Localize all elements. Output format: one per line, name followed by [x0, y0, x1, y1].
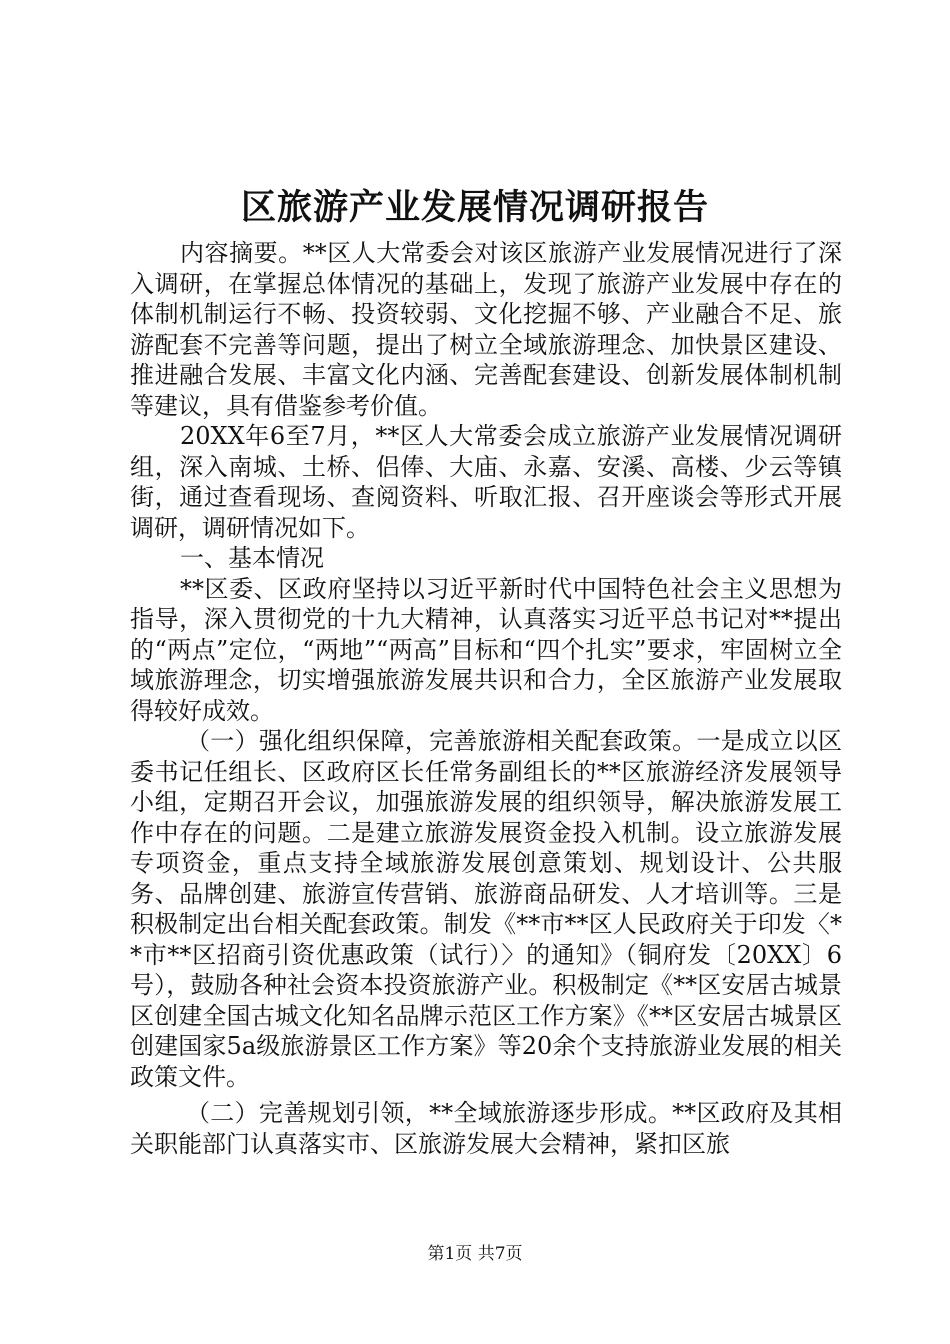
page-number: 第1页 共7页	[427, 1244, 523, 1264]
document-body	[130, 238, 842, 1159]
abstract-paragraph: 内容摘要。**区人大常委会对该区旅游产业发展情况进行了深入调研，在掌握总体情况的基础上，发现了旅游产业发展中存在的体制机制运行不畅、投资较弱、文化挖掘不够、产业融合不足、旅游配套不完善等问题，提出了树立全域旅游理念、加快景区建设、推进融合发展、丰富文化内涵、完善配套建设、创新发展体制机制等建议，具有借鉴参考价值。	[130, 239, 842, 420]
subsection-one-paragraph: （一）强化组织保障，完善旅游相关配套政策。一是成立以区委书记任组长、区政府区长任常务副组长的**区旅游经济发展领导小组，定期召开会议，加强旅游发展的组织领导，解决旅游发展工作中存在的问题。二是建立旅游发展资金投入机制。设立旅游发展专项资金，重点支持全域旅游发展创意策划、规划设计、公共服务、品牌创建、旅游宣传营销、旅游商品研发、人才培训等。三是积极制定出台相关配套政策。制发《**市**区人民政府关于印发〈**市**区招商引资优惠政策（试行）〉的通知》（铜府发〔20XX〕6号），鼓励各种社会资本投资旅游产业。积极制定《**区安居古城景区创建全国古城文化知名品牌示范区工作方案》《**区安居古城景区创建国家5a级旅游景区工作方案》等20余个支持旅游业发展的相关政策文件。	[130, 727, 842, 1091]
page-footer	[0, 1242, 950, 1266]
intro-paragraph: 20XX年6至7月，**区人大常委会成立旅游产业发展情况调研组，深入南城、土桥、侣俸、大庙、永嘉、安溪、高楼、少云等镇街，通过查看现场、查阅资料、听取汇报、召开座谈会等形式开展调研，调研情况如下。	[130, 422, 842, 542]
section-heading: 一、基本情况	[180, 544, 324, 572]
document-title: 区旅游产业发展情况调研报告	[240, 187, 709, 228]
basic-situation-paragraph: **区委、区政府坚持以习近平新时代中国特色社会主义思想为指导，深入贯彻党的十九大精神，认真落实习近平总书记对**提出的“两点”定位，“两地”“两高”目标和“四个扎实”要求，牢固树立全域旅游理念，切实增强旅游发展共识和合力，全区旅游产业发展取得较好成效。	[130, 574, 842, 725]
subsection-two-paragraph: （二）完善规划引领，**全域旅游逐步形成。**区政府及其相关职能部门认真落实市、区旅游发展大会精神，紧扣区旅	[130, 1099, 842, 1158]
